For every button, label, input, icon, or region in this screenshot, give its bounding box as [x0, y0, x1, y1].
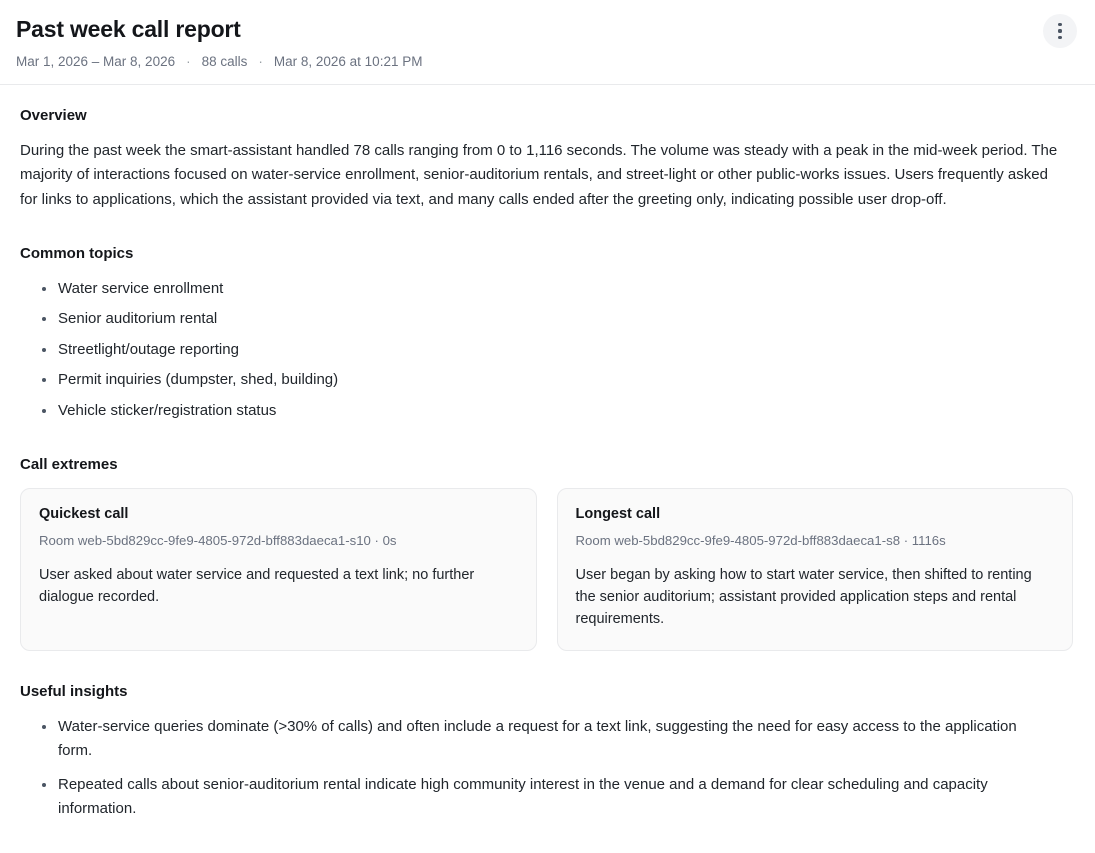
longest-call-card [557, 488, 1074, 651]
report-body [0, 85, 1095, 822]
quickest-call-card [20, 488, 537, 651]
list-item: Streetlight/outage reporting [20, 338, 1073, 363]
page-title: Past week call report [16, 16, 241, 42]
useful-insights-list [20, 715, 1073, 822]
generated-timestamp: Mar 8, 2026 at 10:21 PM [273, 53, 423, 69]
list-item: Vehicle sticker/registration status [20, 399, 1073, 424]
kebab-dot-3 [1058, 36, 1061, 39]
common-topics-heading: Common topics [20, 244, 134, 262]
list-item: Water-service queries dominate (>30% of calls) and often include a request for a text link, suggesting the need for easy access to the application form. [20, 715, 1073, 764]
common-topics-list [20, 277, 1073, 424]
card-text: User began by asking how to start water service, then shifted to renting the senior auditorium; assistant provided application steps and rental requirements. [575, 566, 1032, 627]
call-count: 88 calls [201, 53, 248, 69]
report-header [0, 0, 1095, 85]
overview-heading: Overview [20, 106, 87, 124]
list-item: Water service enrollment [20, 277, 1073, 302]
useful-insights-heading: Useful insights [20, 682, 128, 700]
meta-separator-1: · [186, 53, 191, 69]
card-title: Quickest call [39, 505, 129, 522]
call-extremes-cards [20, 488, 1073, 651]
list-item: Permit inquiries (dumpster, shed, building) [20, 368, 1073, 393]
date-range: Mar 1, 2026 – Mar 8, 2026 [16, 53, 176, 69]
call-extremes-heading: Call extremes [20, 455, 118, 473]
card-subtitle: Room web-5bd829cc-9fe9-4805-972d-bff883daeca1-s10 · 0s [39, 532, 397, 548]
kebab-menu-icon[interactable] [1043, 14, 1077, 48]
report-meta [16, 54, 1075, 70]
list-item: Repeated calls about senior-auditorium rental indicate high community interest in the venue and a demand for clear scheduling and capacity information. [20, 773, 1073, 822]
meta-separator-2: · [258, 53, 263, 69]
card-subtitle: Room web-5bd829cc-9fe9-4805-972d-bff883daeca1-s8 · 1116s [575, 532, 946, 548]
kebab-dot-1 [1058, 23, 1061, 26]
card-title: Longest call [575, 505, 661, 522]
kebab-dot-2 [1058, 29, 1061, 32]
card-text: User asked about water service and requested a text link; no further dialogue recorded. [39, 566, 475, 605]
overview-text: During the past week the smart-assistant handled 78 calls ranging from 0 to 1,116 seconds. The volume was steady with a peak in the mid-week period. The majority of interactions focused on water-service enrollment, senior-auditorium rentals, and street-light or other public-works issues. Users frequently asked for links to applications, which the assistant provided via text, and many calls ended after the greeting only, indicating possible user drop-off. [20, 141, 1058, 208]
list-item: Senior auditorium rental [20, 307, 1073, 332]
